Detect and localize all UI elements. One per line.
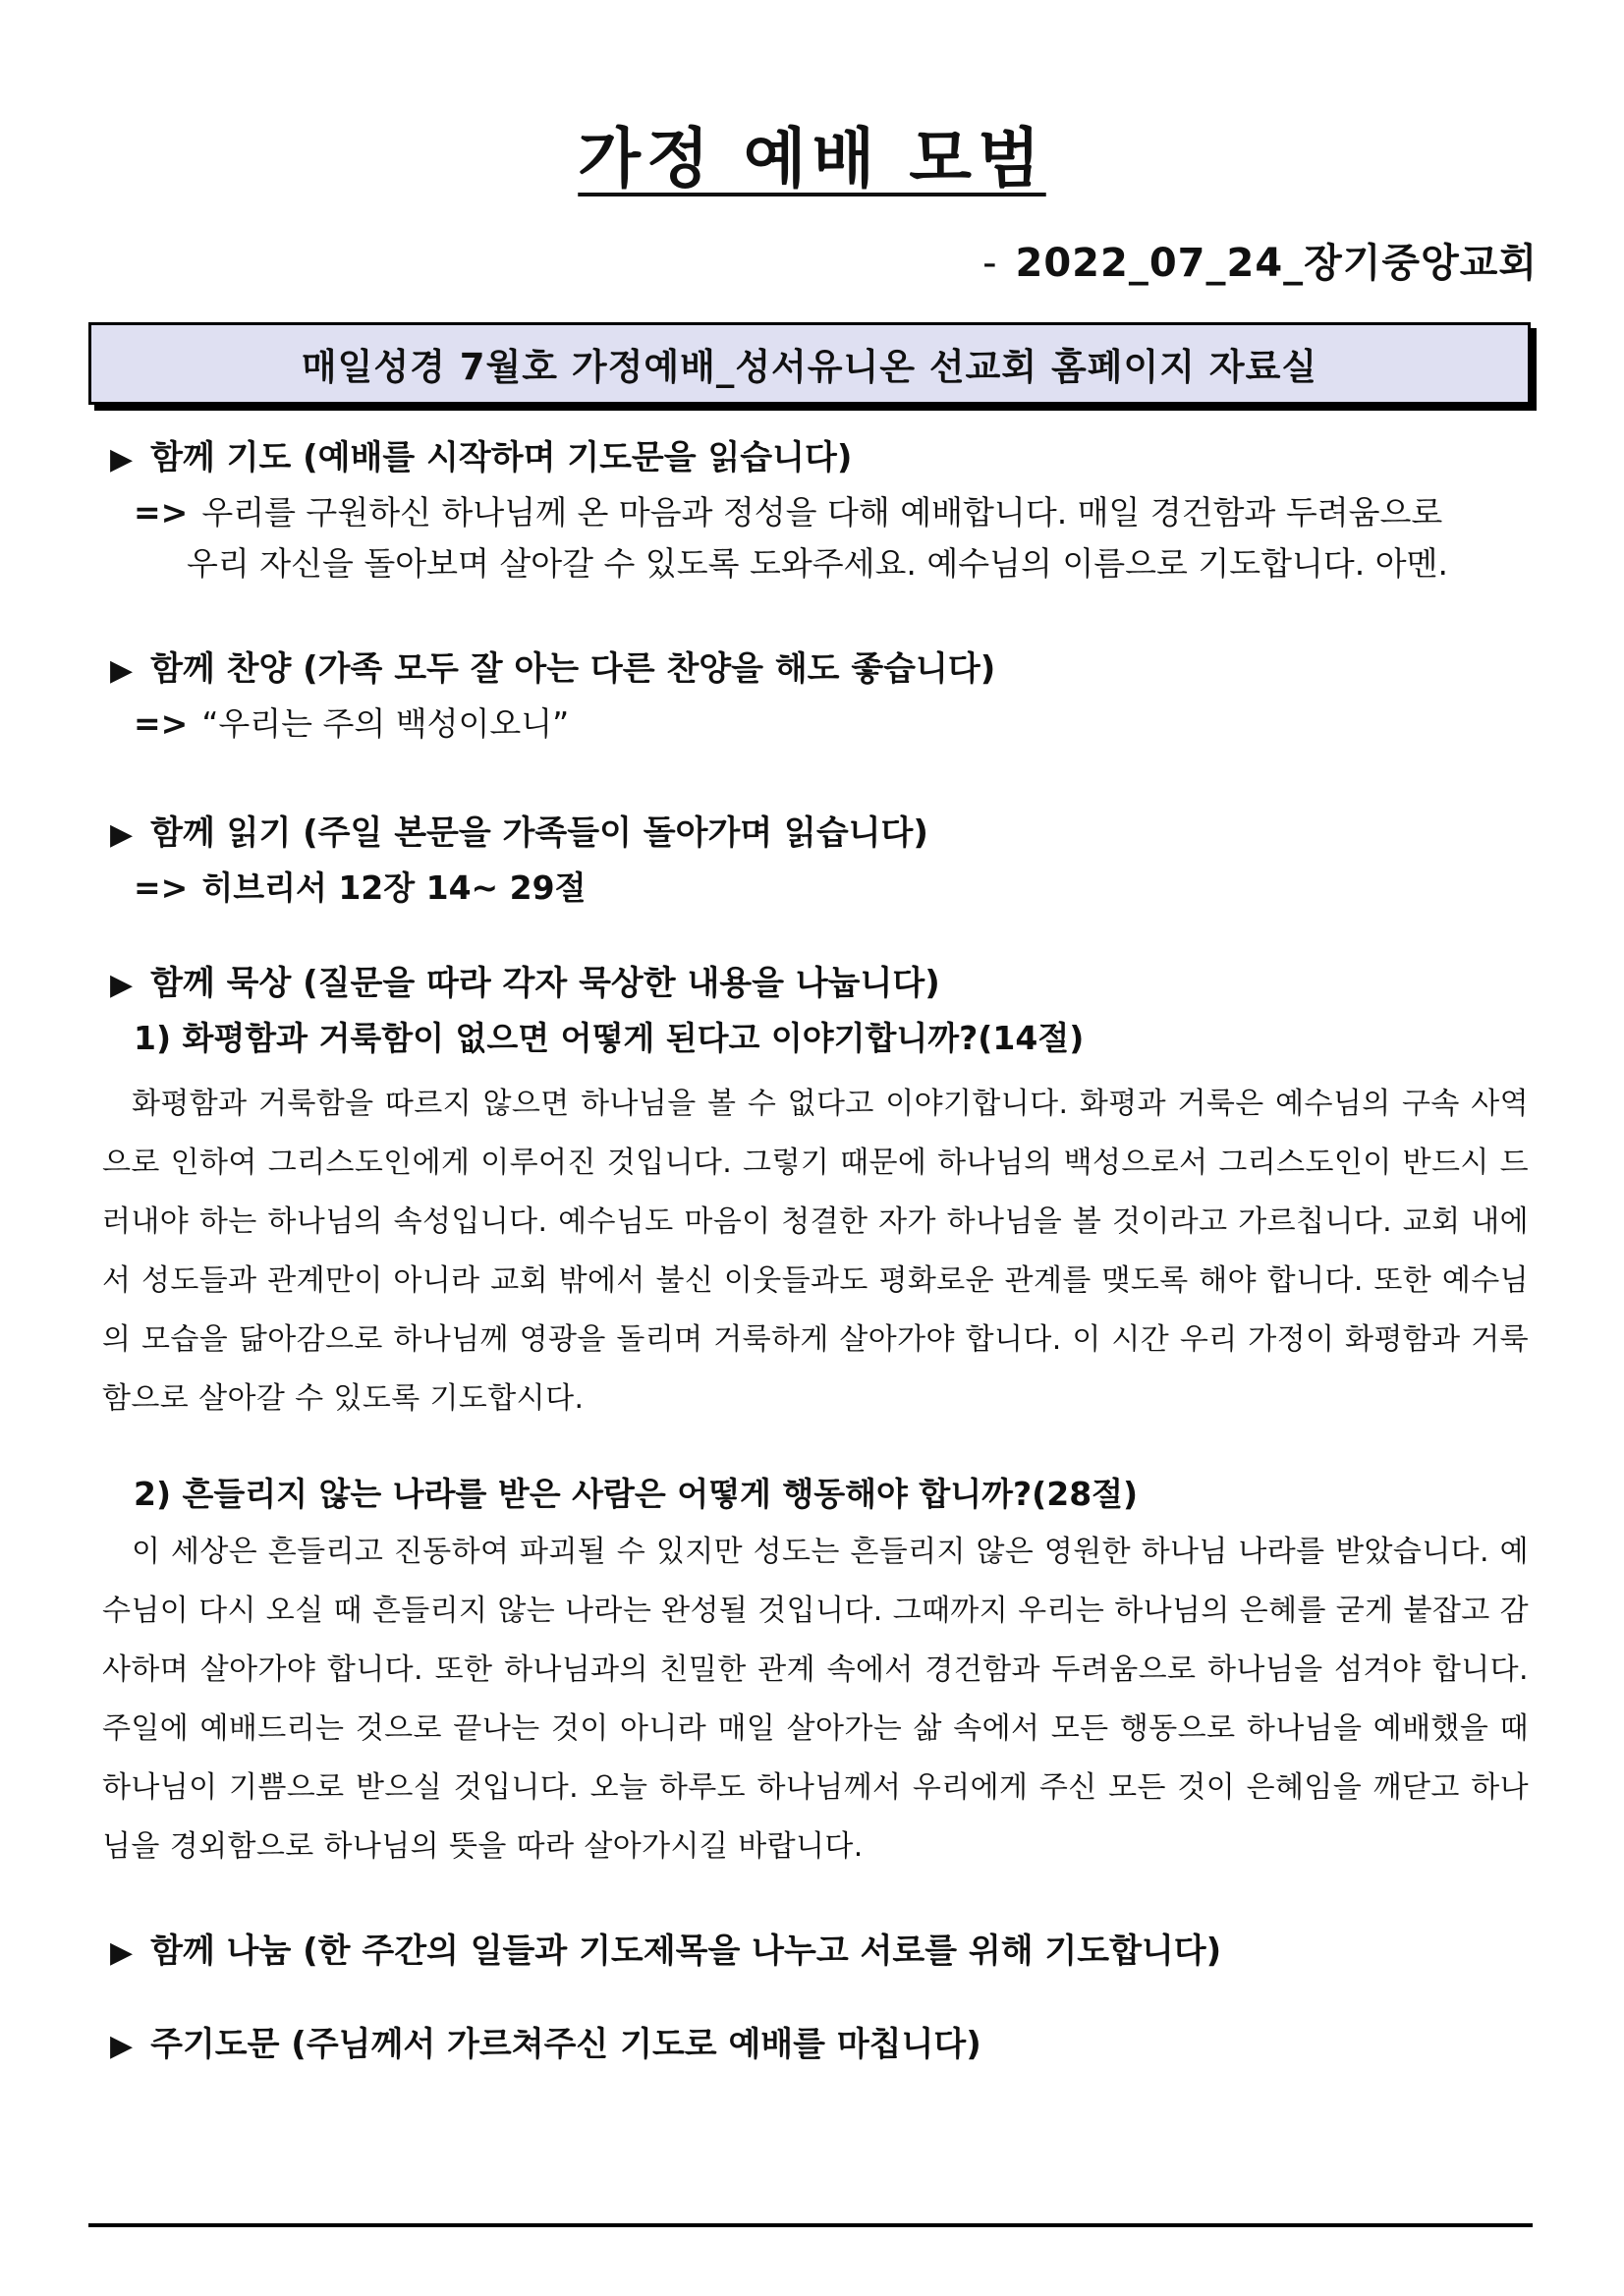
praise-line (110, 699, 1544, 750)
question-1: 1) 화평함과 거룩함이 없으면 어떻게 된다고 이야기합니까?(14절) (134, 1019, 1085, 1057)
praise-song-title: “우리는 주의 백성이오니” (201, 704, 570, 743)
triangle-bullet-icon: ▶ (110, 1935, 134, 1970)
section-heading (110, 958, 1544, 1011)
source-banner: 매일성경 7월호 가정예배_성서유니온 선교회 홈페이지 자료실 (88, 322, 1531, 405)
section-lords-prayer (110, 2019, 1544, 2072)
question-2-block (110, 1469, 1544, 1520)
section-heading-text: 함께 찬양 (가족 모두 잘 아는 다른 찬양을 해도 좋습니다) (150, 649, 996, 689)
triangle-bullet-icon: ▶ (110, 653, 134, 688)
prayer-line-2: 우리 자신을 돌아보며 살아갈 수 있도록 도와주세요. 예수님의 이름으로 기도합니다. 아멘. (187, 544, 1448, 583)
arrow-icon: => (134, 868, 189, 907)
section-prayer (110, 432, 1544, 589)
arrow-icon: => (134, 704, 189, 743)
prayer-line-1 (110, 487, 1544, 538)
question-2: 2) 흔들리지 않는 나라를 받은 사람은 어떻게 행동해야 합니까?(28절) (134, 1475, 1139, 1513)
triangle-bullet-icon: ▶ (110, 817, 134, 852)
section-heading (110, 2019, 1544, 2072)
section-heading-text: 주기도문 (주님께서 가르쳐주신 기도로 예배를 마칩니다) (150, 2025, 981, 2064)
footer-divider (88, 2223, 1533, 2227)
section-heading (110, 644, 1544, 697)
section-heading-text: 함께 나눔 (한 주간의 일들과 기도제목을 나누고 서로를 위해 기도합니다) (150, 1932, 1222, 1971)
reading-line (110, 863, 1544, 914)
section-heading (110, 1926, 1544, 1979)
prayer-text-1: 우리를 구원하신 하나님께 온 마음과 정성을 다해 예배합니다. 매일 경건함과 두려움으로 (201, 493, 1443, 532)
dateline-dash: - (982, 241, 998, 286)
section-heading-text: 함께 묵상 (질문을 따라 각자 묵상한 내용을 나눕니다) (150, 964, 940, 1003)
dateline-text: 2022_07_24_장기중앙교회 (1015, 241, 1538, 286)
answer-2: 이 세상은 흔들리고 진동하여 파괴될 수 있지만 성도는 흔들리지 않은 영원한 하나님 나라를 받았습니다. 예수님이 다시 오실 때 흔들리지 않는 나라는 완성될 것입니다. 그때까지 우리는 하나님의 은혜를 굳게 붙잡고 감사하며 살아가야 합니다. 또한 하나님과의 친밀한 관계 속에서 경건함과 두려움으로 하나님을 섬겨야 합니다. 주일에 예배드리는 것으로 끝나는 것이 아니라 매일 살아가는 삶 속에서 모든 행동으로 하나님을 예배했을 때 하나님이 기쁨으로 받으실 것입니다. 오늘 하루도 하나님께서 우리에게 주신 모든 것이 은혜임을 깨닫고 하나님을 경외함으로 하나님의 뜻을 따라 살아가시길 바랍니다. (102, 1535, 1529, 1864)
scripture-reference: 히브리서 12장 14~ 29절 (201, 868, 587, 907)
answer-1: 화평함과 거룩함을 따르지 않으면 하나님을 볼 수 없다고 이야기합니다. 화평과 거룩은 예수님의 구속 사역으로 인하여 그리스도인에게 이루어진 것입니다. 그렇기 때문에 하나님의 백성으로서 그리스도인이 반드시 드러내야 하는 하나님의 속성입니다. 예수님도 마음이 청결한 자가 하나님을 볼 것이라고 가르칩니다. 교회 내에서 성도들과 관계만이 아니라 교회 밖에서 불신 이웃들과도 평화로운 관계를 맺도록 해야 합니다. 또한 예수님의 모습을 닮아감으로 하나님께 영광을 돌리며 거룩하게 살아가야 합니다. 이 시간 우리 가정이 화평함과 거룩함으로 살아갈 수 있도록 기도합시다. (102, 1087, 1529, 1416)
section-praise (110, 644, 1544, 750)
triangle-bullet-icon: ▶ (110, 968, 134, 1002)
page-title-text: 가정 예배 모범 (578, 121, 1046, 196)
dateline (982, 232, 1538, 288)
section-heading-text: 함께 기도 (예배를 시작하며 기도문을 읽습니다) (150, 438, 853, 477)
triangle-bullet-icon: ▶ (110, 442, 134, 476)
section-heading (110, 432, 1544, 485)
section-heading (110, 808, 1544, 861)
section-heading-text: 함께 읽기 (주일 본문을 가족들이 돌아가며 읽습니다) (150, 813, 928, 853)
section-sharing (110, 1926, 1544, 1979)
section-meditation (110, 958, 1544, 1064)
arrow-icon: => (134, 493, 189, 532)
section-reading (110, 808, 1544, 914)
page-title (0, 106, 1624, 199)
triangle-bullet-icon: ▶ (110, 2029, 134, 2063)
